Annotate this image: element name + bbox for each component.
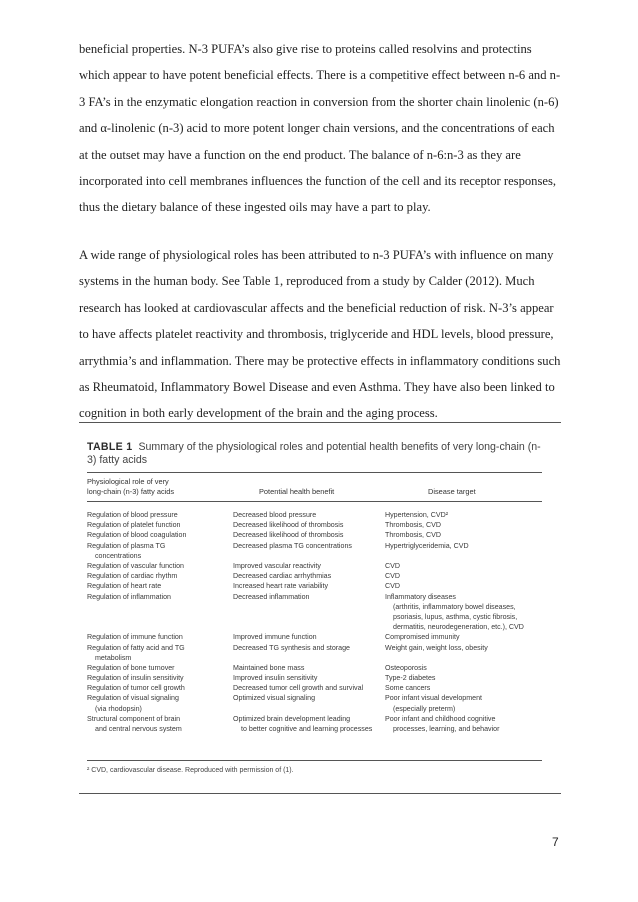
cell-target [385,714,550,734]
cell-benefit-line: Improved insulin sensitivity [233,674,318,683]
cell-target [385,530,550,540]
cell-role-line: Regulation of immune function [87,633,183,642]
cell-target-line: CVD [385,582,400,591]
cell-role [87,530,222,540]
table-row [87,571,552,581]
cell-target [385,571,550,581]
cell-benefit-line: Decreased likelihood of thrombosis [233,521,344,530]
cell-role-line: metabolism [95,653,132,662]
cell-role-line: Regulation of visual signaling [87,694,179,703]
table-row [87,541,552,561]
table-1 [87,441,552,778]
table-row [87,663,552,673]
table-row [87,561,552,571]
cell-role-line: and central nervous system [95,725,182,734]
cell-target [385,663,550,673]
cell-target-line: CVD [385,572,400,581]
table-row [87,683,552,693]
table-row [87,520,552,530]
cell-role-line: Regulation of cardiac rhythm [87,572,178,581]
cell-target-line: (especially preterm) [393,704,456,713]
cell-role [87,683,222,693]
cell-target [385,510,550,520]
cell-target-line: Compromised immunity [385,633,460,642]
cell-role [87,693,222,713]
cell-role-line: Regulation of insulin sensitivity [87,674,184,683]
column-header-role [87,477,174,496]
cell-role [87,643,222,663]
cell-role [87,541,222,561]
cell-benefit [233,541,378,551]
cell-target-line: (arthritis, inflammatory bowel diseases, [393,602,516,611]
cell-role-line: Regulation of tumor cell growth [87,684,185,693]
cell-benefit [233,663,378,673]
table-row [87,581,552,591]
table-row [87,530,552,540]
column-header-role-line: Physiological role of very [87,477,169,486]
cell-benefit [233,683,378,693]
cell-target-line: Hypertension, CVD² [385,511,449,519]
cell-role-line: Regulation of plasma TG [87,541,166,550]
cell-role [87,673,222,683]
cell-benefit-line: Decreased plasma TG concentrations [233,541,352,550]
cell-benefit [233,581,378,591]
cell-role [87,592,222,602]
cell-benefit [233,693,378,703]
cell-benefit [233,520,378,530]
cell-role [87,663,222,673]
cell-target [385,592,550,633]
cell-benefit-line: Optimized visual signaling [233,694,316,703]
table-row [87,510,552,520]
cell-benefit-line: Increased heart rate variability [233,582,329,591]
cell-benefit-line: Improved immune function [233,633,317,642]
cell-benefit [233,530,378,540]
cell-target-line: Poor infant visual development [385,694,483,703]
cell-benefit-line: Maintained bone mass [233,663,305,672]
column-header-role-line: long-chain (n-3) fatty acids [87,486,175,496]
table-row [87,643,552,663]
table-top-rule [79,422,561,423]
cell-role-line: Structural component of brain [87,714,181,723]
cell-target-line: Some cancers [385,684,431,693]
cell-target [385,541,550,551]
cell-role-line: (via rhodopsin) [95,704,142,713]
cell-benefit [233,561,378,571]
table-bottom-rule [87,760,542,761]
cell-role-line: Regulation of vascular function [87,561,185,570]
cell-benefit [233,510,378,520]
cell-target [385,561,550,571]
column-header-benefit: Potential health benefit [259,487,335,496]
cell-target-line: Thrombosis, CVD [385,531,441,540]
table-row [87,673,552,683]
table-label: TABLE 1 [87,441,133,453]
table-row [87,714,552,734]
cell-benefit-line: Decreased inflammation [233,592,310,601]
cell-role-line: Regulation of heart rate [87,582,162,591]
cell-role-line: concentrations [95,551,142,560]
cell-benefit-line: Decreased cardiac arrhythmias [233,572,332,581]
cell-role [87,510,222,520]
cell-role-line: Regulation of blood pressure [87,511,178,519]
cell-target-line: psoriasis, lupus, asthma, cystic fibrosis, [393,612,518,621]
cell-target-line: dermatitis, neurodegeneration, etc.), CVD [393,623,524,632]
cell-benefit [233,632,378,642]
cell-role-line: Regulation of fatty acid and TG [87,643,185,652]
cell-target [385,693,550,713]
table-body [87,510,552,734]
cell-role [87,520,222,530]
cell-target-line: CVD [385,561,400,570]
cell-role [87,571,222,581]
body-paragraph-1: beneficial properties. N-3 PUFA’s also give rise to proteins called resolvins and protectins which appear to have potent beneficial effects. There is a competitive effect between n-6 and n-3 FA’s in the enzymatic elongation reaction in conversion from the shorter chain linolenic (n-6) and α-linolenic (n-3) acid to more potent longer chain versions, and the concentrations of each at the outset may have a function on the end product. The balance of n-6:n-3 as they are incorporated into cell membranes influences the function of the cell and its receptor responses, thus the dietary balance of these ingested oils may have a part to play. [79,42,561,215]
table-row [87,632,552,642]
cell-target-line: Hypertriglyceridemia, CVD [385,541,469,550]
cell-benefit-line: to better cognitive and learning processes [241,725,373,734]
cell-role [87,581,222,591]
cell-target [385,673,550,683]
cell-target-line: Thrombosis, CVD [385,521,441,530]
table-header-bottom-rule [87,501,542,502]
cell-role-line: Regulation of inflammation [87,592,171,601]
cell-target-line: processes, learning, and behavior [393,725,500,734]
cell-benefit [233,643,378,653]
cell-role-line: Regulation of platelet function [87,521,181,530]
cell-role-line: Regulation of blood coagulation [87,531,187,540]
cell-target [385,632,550,642]
cell-benefit [233,571,378,581]
cell-target-line: Type-2 diabetes [385,674,436,683]
cell-benefit [233,673,378,683]
cell-target [385,520,550,530]
cell-target-line: Poor infant and childhood cognitive [385,714,496,723]
table-caption [87,441,542,467]
cell-target-line: Inflammatory diseases [385,592,456,601]
table-bottom-page-rule [79,793,561,794]
cell-target-line: Weight gain, weight loss, obesity [385,643,488,652]
cell-benefit-line: Decreased blood pressure [233,511,317,519]
page-number: 7 [552,835,559,849]
table-footnote: ² CVD, cardiovascular disease. Reproduced with permission of (1). [87,767,294,774]
cell-target [385,581,550,591]
cell-benefit-line: Improved vascular reactivity [233,561,321,570]
cell-benefit-line: Decreased likelihood of thrombosis [233,531,344,540]
cell-benefit-line: Decreased tumor cell growth and survival [233,684,364,693]
table-caption-text: Summary of the physiological roles and potential health benefits of very long-chain (n-3) fatty acids [87,441,541,466]
cell-benefit [233,714,378,734]
cell-benefit [233,592,378,602]
cell-role [87,632,222,642]
table-row [87,592,552,633]
cell-benefit-line: Optimized brain development leading [233,714,351,723]
cell-target [385,683,550,693]
table-header-top-rule [87,472,542,473]
cell-benefit-line: Decreased TG synthesis and storage [233,643,350,652]
body-paragraph-2: A wide range of physiological roles has been attributed to n-3 PUFA’s with influence on many systems in the human body. See Table 1, reproduced from a study by Calder (2012). Much research has looked at cardiovascular affects and the beneficial reduction of risk. N-3’s appear to have affects platelet reactivity and thrombosis, triglyceride and HDL levels, blood pressure, arrythmia’s and inflammation. There may be protective effects in inflammatory conditions such as Rheumatoid, Inflammatory Bowel Disease and even Asthma. They have also been linked to cognition in both early development of the brain and the aging process. [79,248,561,421]
cell-target [385,643,550,653]
table-row [87,693,552,713]
cell-role [87,561,222,571]
column-header-target: Disease target [428,487,476,496]
cell-target-line: Osteoporosis [385,663,427,672]
cell-role-line: Regulation of bone turnover [87,663,175,672]
cell-role [87,714,222,734]
